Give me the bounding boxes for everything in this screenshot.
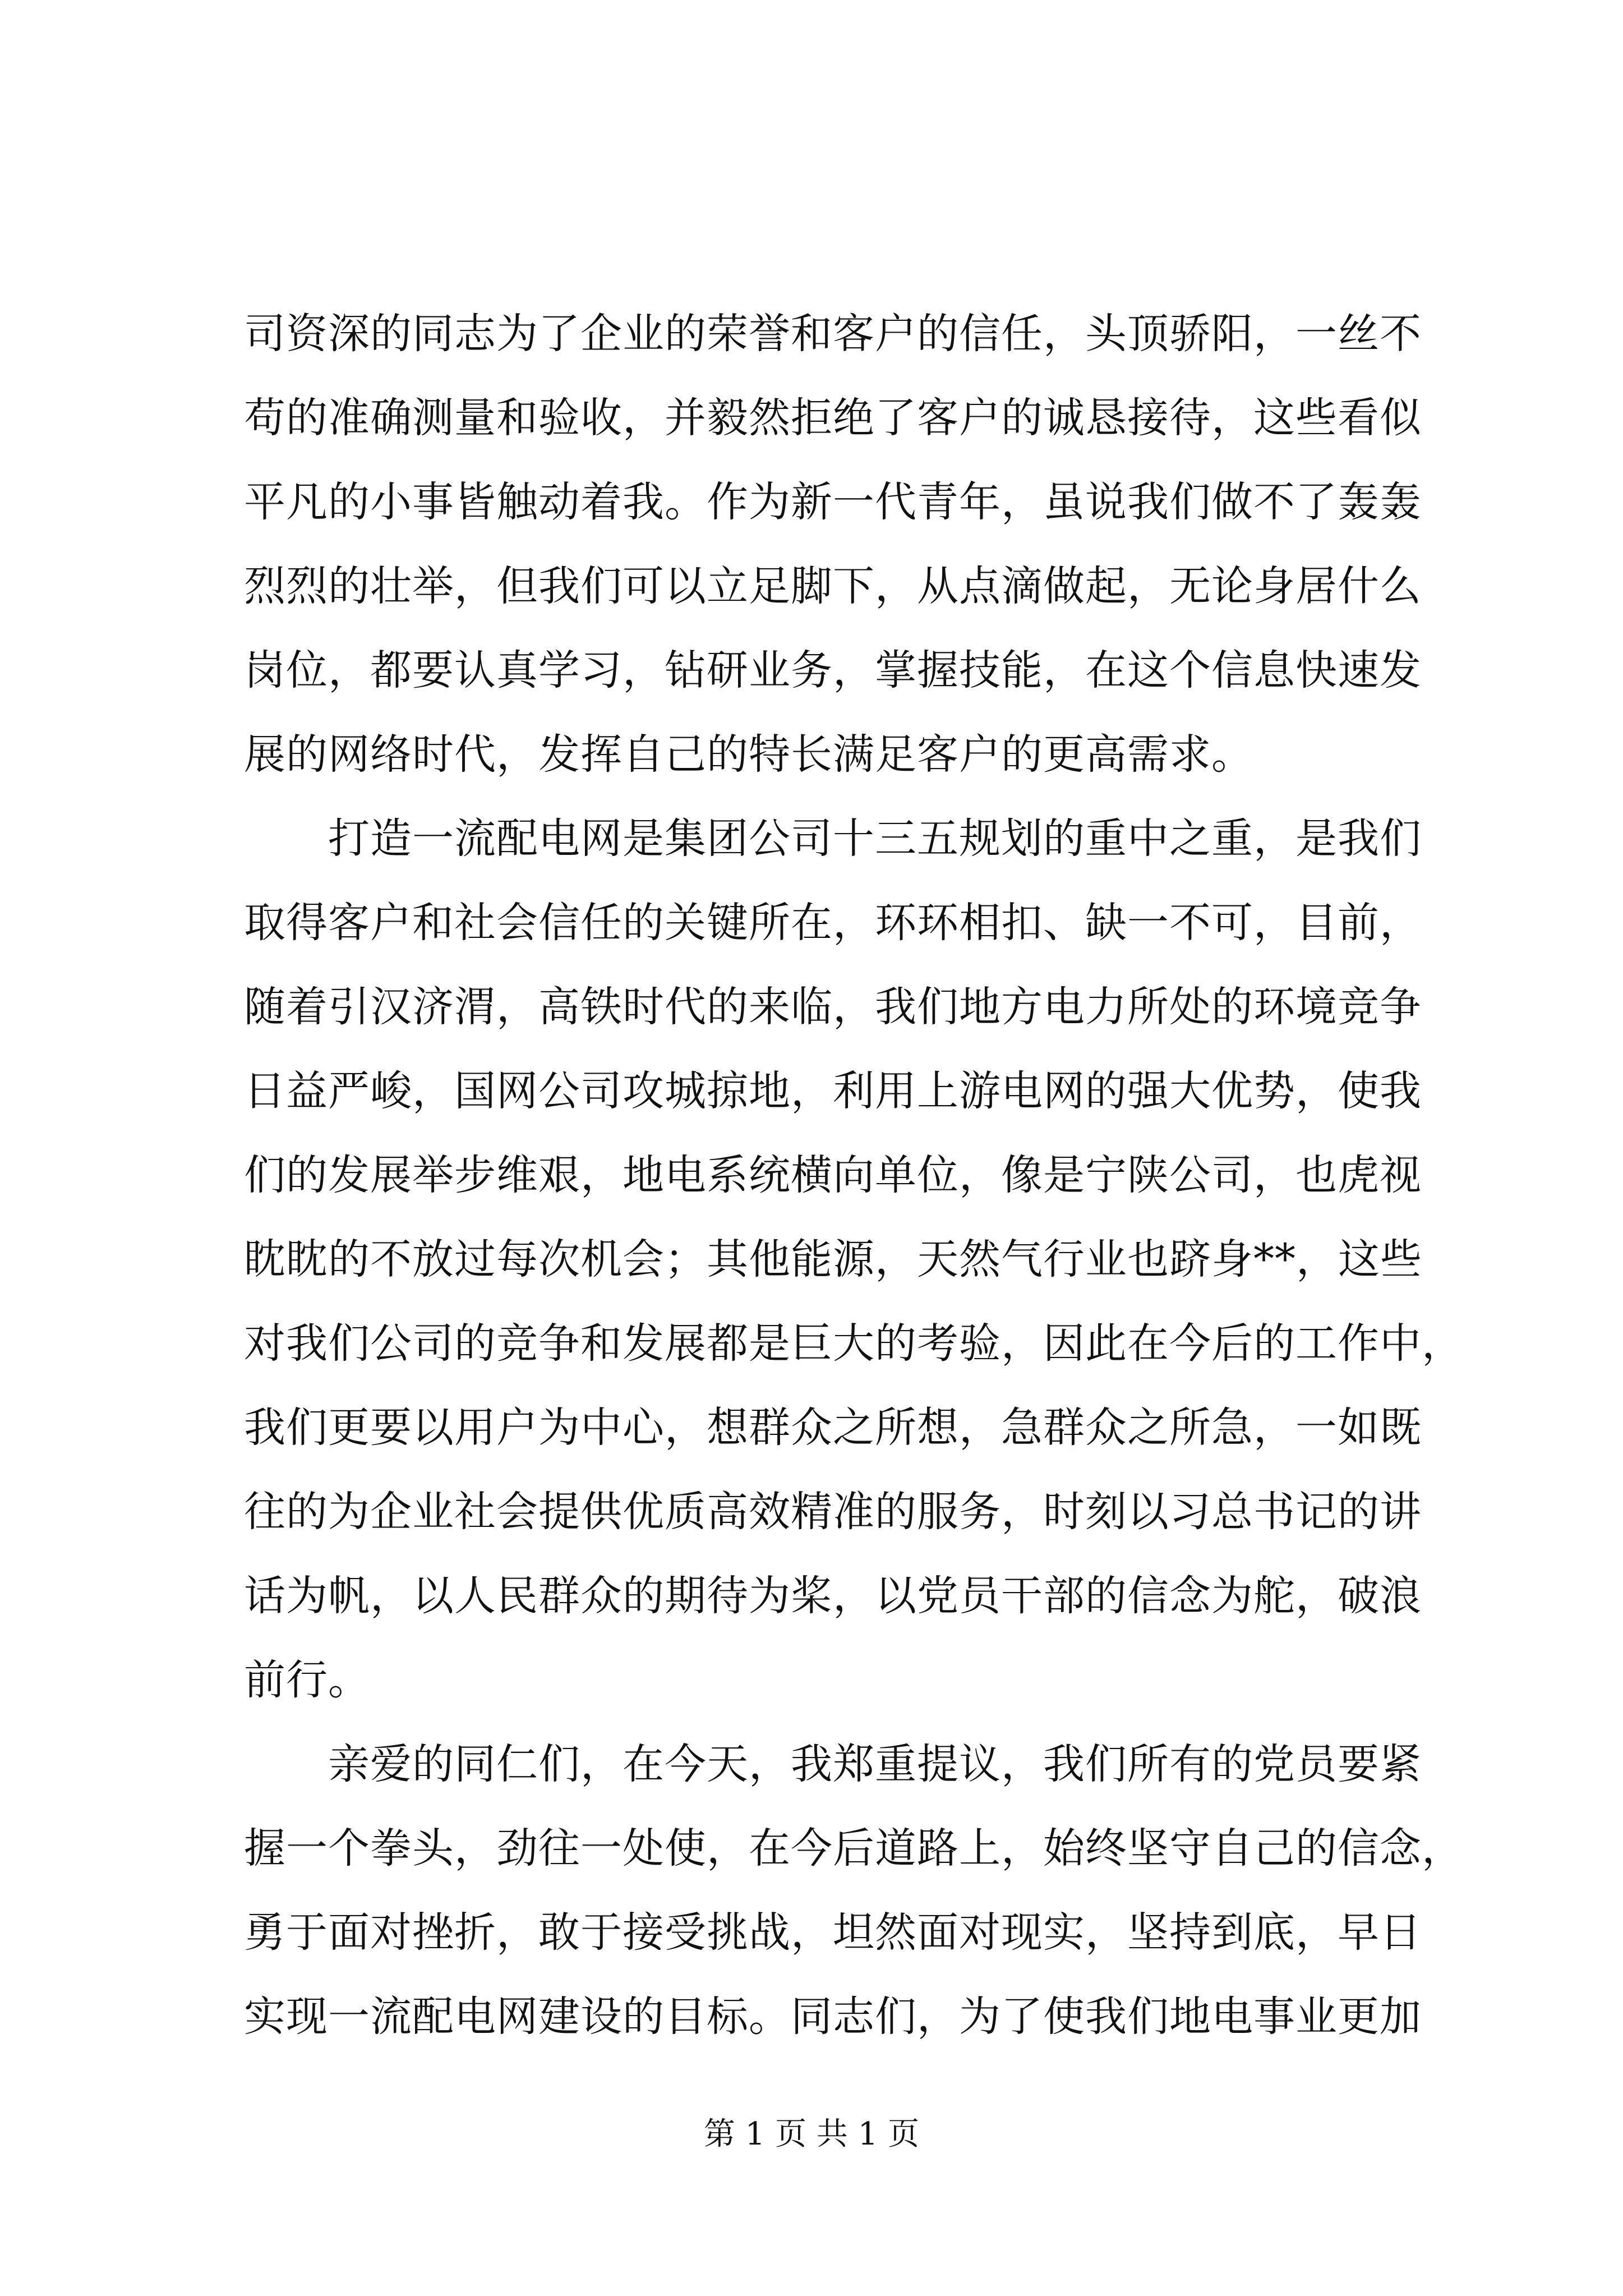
text-line-1: 司资深的同志为了企业的荣誉和客户的信任，头顶骄阳，一丝不 bbox=[244, 310, 1422, 358]
text-line-20: 勇于面对挫折，敢于接受挑战，坦然面对现实，坚持到底，早日 bbox=[244, 1908, 1422, 1957]
text-line-2: 苟的准确测量和验收，并毅然拒绝了客户的诚恳接待，这些看似 bbox=[244, 394, 1422, 442]
text-line-9: 随着引汉济渭，高铁时代的来临，我们地方电力所处的环境竞争 bbox=[244, 983, 1422, 1031]
document-body bbox=[244, 292, 1464, 2059]
text-line-19: 握一个拳头，劲往一处使，在今后道路上，始终坚守自己的信念， bbox=[244, 1824, 1464, 1872]
page-footer: 第 1 页 共 1 页 bbox=[703, 2116, 920, 2152]
text-line-10: 日益严峻，国网公司攻城掠地，利用上游电网的强大优势，使我 bbox=[244, 1067, 1422, 1115]
paragraph-2-first-line: 打造一流配电网是集团公司十三五规划的重中之重，是我们 bbox=[328, 815, 1422, 863]
text-line-3: 平凡的小事皆触动着我。作为新一代青年，虽说我们做不了轰轰 bbox=[244, 478, 1422, 526]
text-line-14: 我们更要以用户为中心，想群众之所想，急群众之所急，一如既 bbox=[244, 1404, 1422, 1452]
text-line-12: 眈眈的不放过每次机会；其他能源，天然气行业也跻身**，这些 bbox=[244, 1235, 1422, 1283]
text-line-13: 对我们公司的竞争和发展都是巨大的考验，因此在今后的工作中， bbox=[244, 1319, 1464, 1368]
text-line-4: 烈烈的壮举，但我们可以立足脚下，从点滴做起，无论身居什么 bbox=[244, 562, 1422, 610]
text-line-16: 话为帆，以人民群众的期待为桨，以党员干部的信念为舵，破浪 bbox=[244, 1572, 1422, 1620]
text-line-11: 们的发展举步维艰，地电系统横向单位，像是宁陕公司，也虎视 bbox=[244, 1151, 1422, 1199]
paragraph-3-first-line: 亲爱的同仁们，在今天，我郑重提议，我们所有的党员要紧 bbox=[328, 1740, 1422, 1788]
text-line-8: 取得客户和社会信任的关键所在，环环相扣、缺一不可，目前， bbox=[244, 899, 1422, 947]
text-line-5: 岗位，都要认真学习，钻研业务，掌握技能，在这个信息快速发 bbox=[244, 646, 1422, 694]
text-line-21: 实现一流配电网建设的目标。同志们，为了使我们地电事业更加 bbox=[244, 1993, 1422, 2041]
text-line-15: 往的为企业社会提供优质高效精准的服务，时刻以习总书记的讲 bbox=[244, 1488, 1422, 1536]
text-line-6: 展的网络时代，发挥自己的特长满足客户的更高需求。 bbox=[244, 730, 1253, 779]
text-line-17: 前行。 bbox=[244, 1656, 370, 1704]
